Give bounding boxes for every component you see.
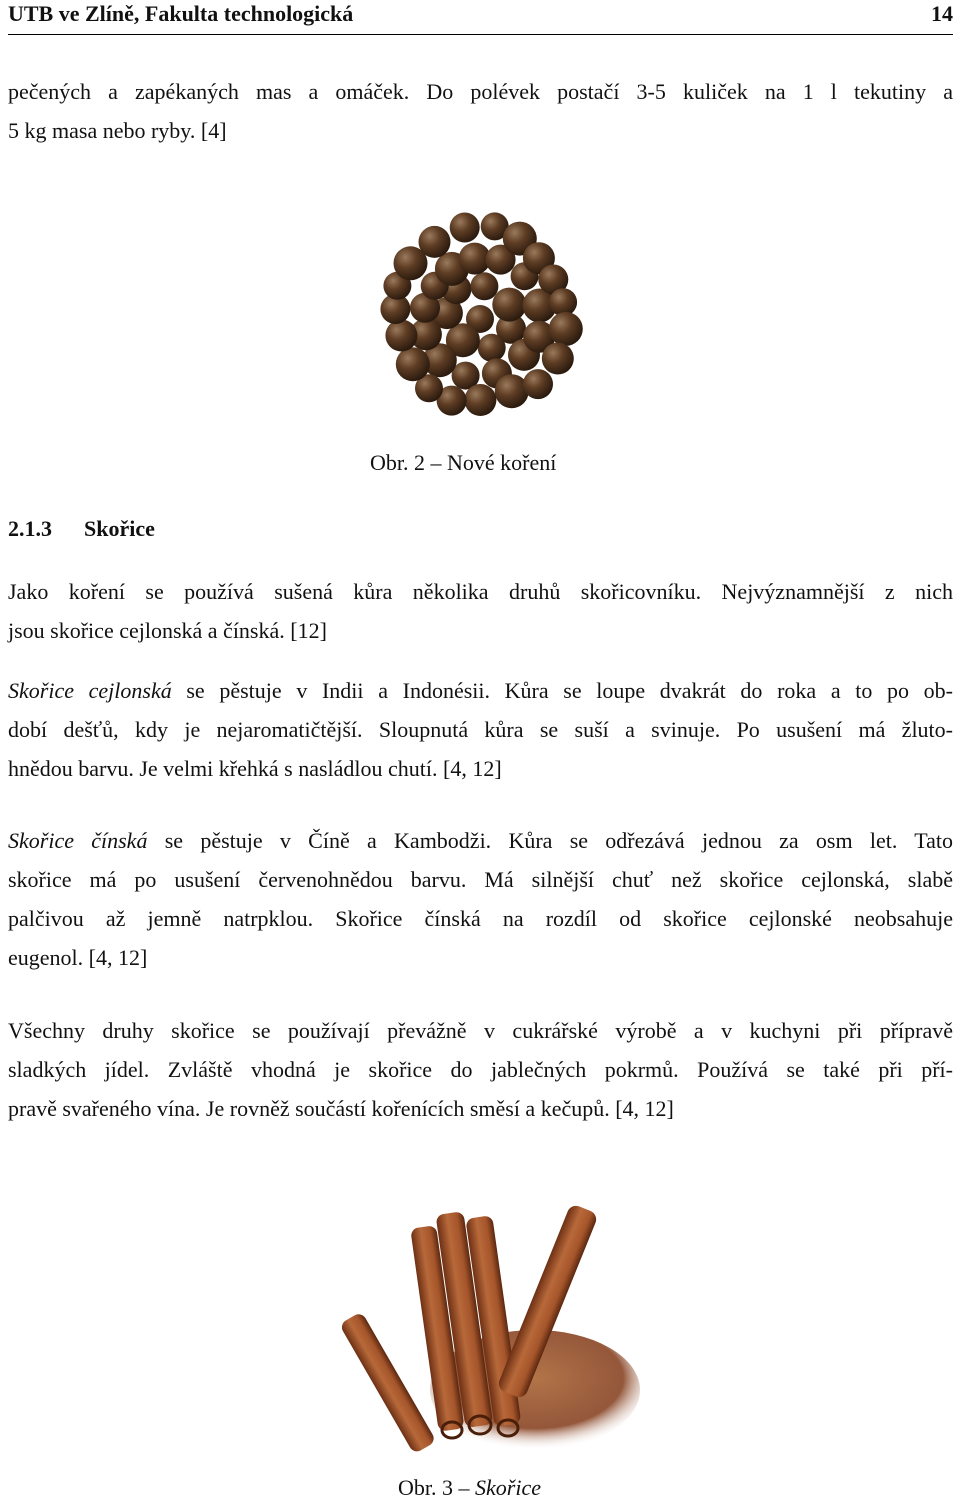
term-chinese: Skořice čínská	[8, 828, 148, 853]
allspice-berry	[385, 320, 417, 352]
cinnamon-stick	[339, 1311, 437, 1454]
cinnamon-image	[330, 1180, 640, 1460]
section-number: 2.1.3	[8, 516, 52, 541]
paragraph-1	[8, 572, 953, 650]
figure-2-caption: Obr. 2 – Nové koření	[370, 450, 557, 475]
section-title: Skořice	[84, 516, 155, 541]
paragraph-line: sladkých jídel. Zvláště vhodná je skořice do jablečných pokrmů. Používá se také při pří-	[8, 1057, 953, 1082]
section-heading	[8, 516, 155, 542]
paragraph-line: hnědou barvu. Je velmi křehká s nasládlou chutí. [4, 12]	[8, 756, 502, 781]
allspice-berry	[450, 213, 480, 243]
paragraph-line: eugenol. [4, 12]	[8, 945, 148, 970]
page-header	[8, 0, 953, 35]
page-number: 14	[931, 1, 953, 26]
paragraph-4	[8, 1011, 953, 1128]
allspice-berry	[470, 272, 498, 300]
figure-3-caption	[398, 1475, 541, 1501]
paragraph-line: Jako koření se používá sušená kůra několika druhů skořicovníku. Nejvýznamnější z nich	[8, 579, 953, 604]
paragraph-line: skořice má po usušení červenohnědou barvu. Má silnější chuť než skořice cejlonská, slabě	[8, 867, 953, 892]
allspice-berry	[464, 384, 496, 416]
term-ceylon: Skořice cejlonská	[8, 678, 172, 703]
allspice-berry	[396, 347, 430, 381]
line-rest: se pěstuje v Číně a Kambodži. Kůra se odřezává jednou za osm let. Tato	[147, 828, 953, 853]
allspice-berry	[478, 334, 506, 362]
intro-paragraph	[8, 72, 953, 150]
intro-line: 5 kg masa nebo ryby. [4]	[8, 118, 227, 143]
allspice-berry	[495, 374, 529, 408]
header-title: UTB ve Zlíně, Fakulta technologická	[8, 1, 354, 26]
allspice-image	[360, 200, 600, 430]
caption-term: Skořice	[475, 1475, 541, 1500]
caption-prefix: Obr. 3 –	[398, 1475, 475, 1500]
allspice-berry	[542, 343, 574, 375]
intro-line: pečených a zapékaných mas a omáček. Do polévek postačí 3-5 kuliček na 1 l tekutiny a	[8, 79, 953, 104]
paragraph-line: jsou skořice cejlonská a čínská. [12]	[8, 618, 327, 643]
paragraph-line: palčivou až jemně natrpklou. Skořice čínská na rozdíl od skořice cejlonské neobsahuje	[8, 906, 953, 931]
allspice-berry	[492, 288, 526, 322]
line-rest: se pěstuje v Indii a Indonésii. Kůra se loupe dvakrát do roka a to po ob-	[171, 678, 953, 703]
paragraph-line	[8, 671, 953, 710]
paragraph-line: Všechny druhy skořice se používají převážně v cukrářské výrobě a v kuchyni při přípravě	[8, 1018, 953, 1043]
paragraph-line: pravě svařeného vína. Je rovněž součástí kořenících směsí a kečupů. [4, 12]	[8, 1096, 674, 1121]
paragraph-line	[8, 821, 953, 860]
allspice-berry	[549, 312, 583, 346]
allspice-berry	[549, 288, 577, 316]
allspice-berry	[419, 226, 451, 258]
paragraph-2	[8, 671, 953, 788]
paragraph-3	[8, 821, 953, 977]
allspice-berry	[523, 369, 553, 399]
paragraph-line: dobí dešťů, kdy je nejaromatičtější. Sloupnutá kůra se suší a svinuje. Po usušení má žluto-	[8, 717, 953, 742]
